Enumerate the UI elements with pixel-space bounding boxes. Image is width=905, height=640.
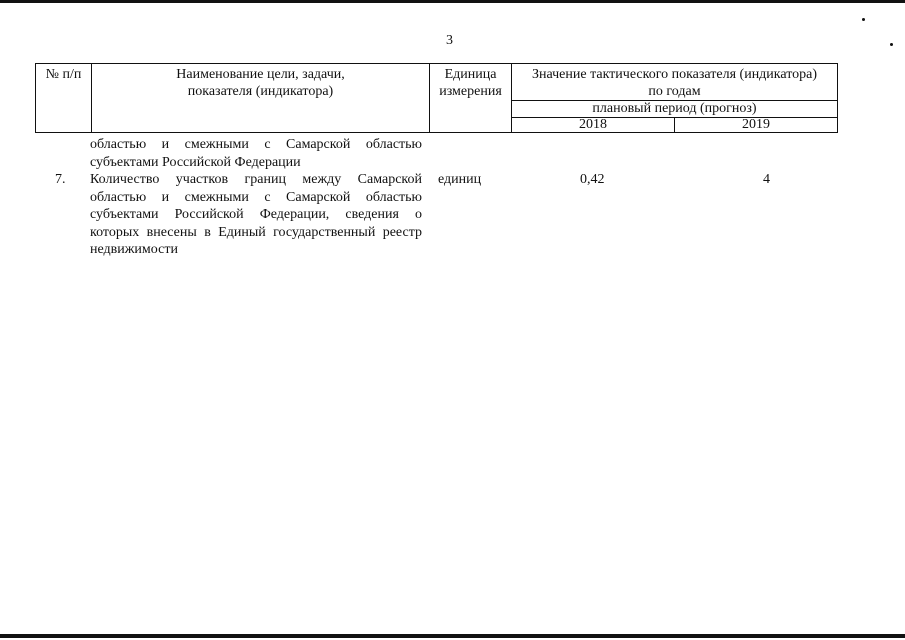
row-number: 7. (55, 172, 66, 187)
header-value-cell (512, 64, 838, 101)
header-name-line1: Наименование цели, задачи, (176, 67, 345, 82)
row-value-2019: 4 (763, 172, 770, 187)
header-year-2019: 2019 (675, 118, 838, 133)
row-value-2018: 0,42 (580, 172, 605, 187)
header-planned-period: плановый период (прогноз) (512, 101, 838, 118)
continuation-text: областью и смежными с Самарской областью субъектами Российской Федерации (90, 137, 422, 170)
row-unit: единиц (438, 172, 482, 187)
page-number: 3 (446, 33, 453, 48)
indicator-table-header (35, 63, 838, 133)
scan-border-top (0, 0, 905, 3)
header-value-line1: Значение тактического показателя (индикатора) (531, 67, 818, 82)
scan-speck (890, 43, 893, 46)
header-name-cell (92, 64, 430, 133)
header-name-line2: показателя (индикатора) (187, 84, 334, 99)
header-unit-cell (430, 64, 512, 133)
scan-speck (862, 18, 865, 21)
header-number-label: № п/п (45, 67, 82, 82)
header-year-2018: 2018 (512, 118, 675, 133)
header-unit-line1: Единица (444, 67, 497, 82)
row-description: Количество участков границ между Самарской областью и смежными с Самарской областью субъектами Российской Федерации, сведения о которых внесены в Единый государственный реестр недвижимости (90, 172, 422, 257)
header-value-line2: по годам (648, 84, 701, 99)
header-unit-line2: измерения (439, 84, 502, 99)
scan-border-bottom (0, 634, 905, 638)
header-number-cell (36, 64, 92, 133)
